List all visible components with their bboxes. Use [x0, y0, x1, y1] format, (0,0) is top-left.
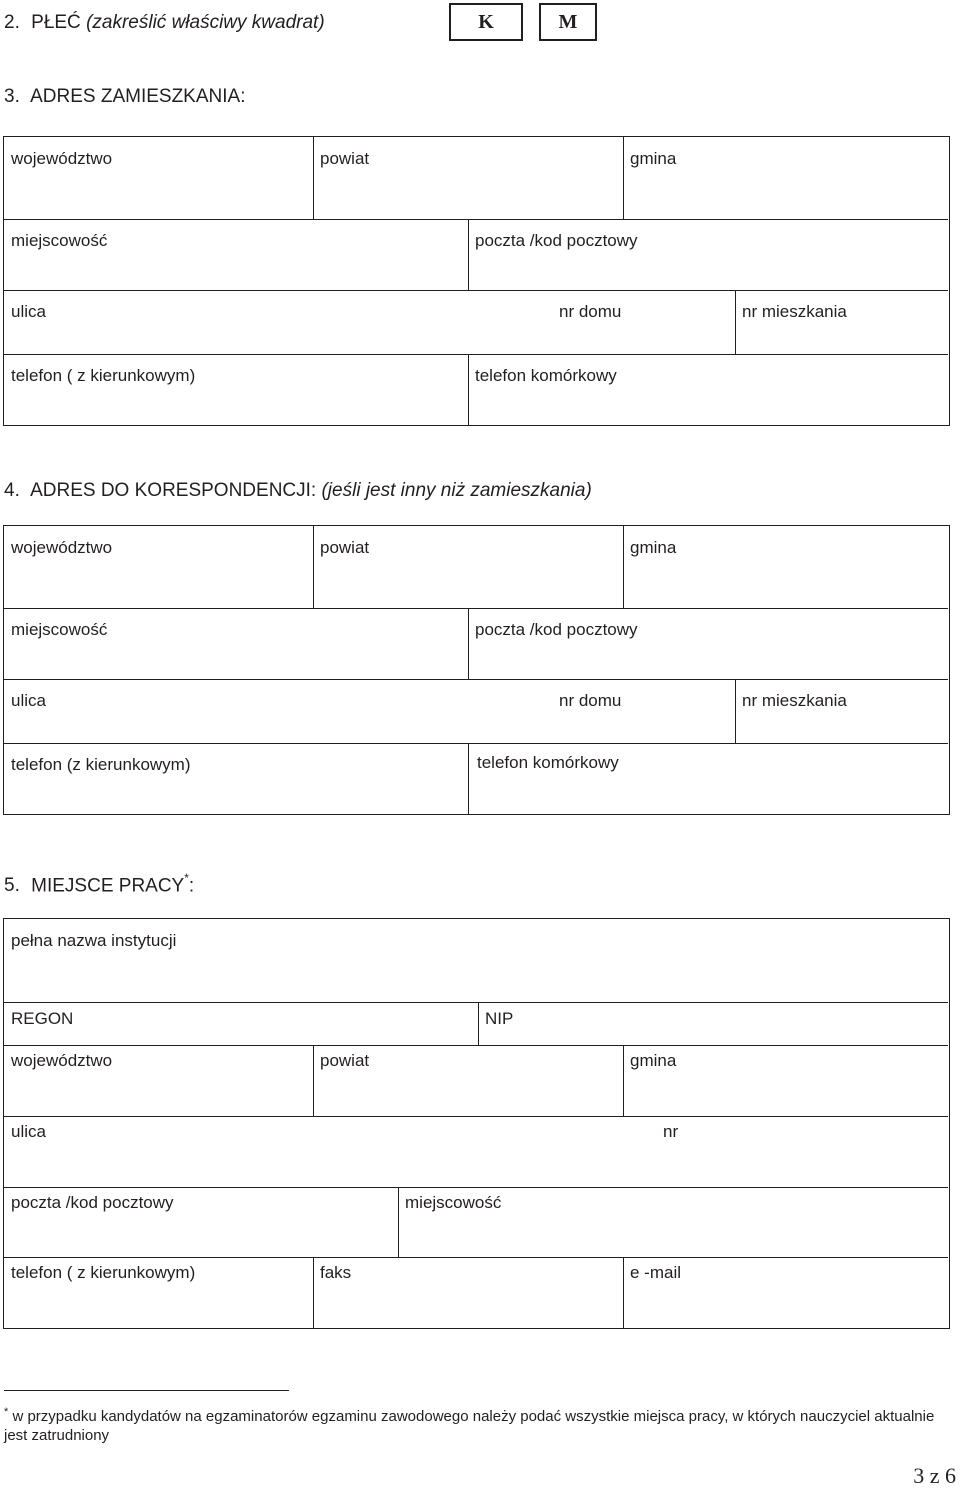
s5-email-label: e -mail [630, 1263, 682, 1282]
s5-powiat-field[interactable] [313, 1045, 623, 1116]
s3-telefon-field[interactable] [4, 354, 468, 426]
s3-gmina-label: gmina [630, 149, 677, 168]
s4-nr-mieszkania-label: nr mieszkania [742, 691, 847, 710]
s3-miejscowosc-label: miejscowość [11, 231, 108, 250]
s4-powiat-label: powiat [320, 538, 370, 557]
s4-wojewodztwo-label: województwo [11, 538, 113, 557]
s5-faks-field[interactable] [313, 1257, 623, 1328]
s5-telefon-field[interactable] [4, 1257, 313, 1328]
s3-ulica-field[interactable] [4, 290, 552, 354]
page-number: 3 z 6 [913, 1463, 956, 1488]
footnote-text: w przypadku kandydatów na egzaminatorów egzaminu zawodowego należy podać wszystkie miejsca pracy, w których nauczyciel aktualnie jest zatrudniony [4, 1408, 935, 1444]
section-3-number: 3. [4, 86, 20, 107]
s3-wojewodztwo-label: województwo [11, 149, 113, 168]
s5-miejscowosc-label: miejscowość [405, 1193, 502, 1212]
section-2-number: 2. [4, 12, 20, 33]
s4-komorkowy-field[interactable] [468, 743, 948, 815]
s3-nr-mieszkania-field[interactable] [735, 290, 948, 354]
s4-powiat-field[interactable] [313, 526, 623, 608]
s5-nr-field[interactable] [656, 1116, 948, 1187]
s4-nr-mieszkania-field[interactable] [735, 679, 948, 743]
footnote-marker: * [4, 1406, 9, 1418]
s3-powiat-field[interactable] [313, 137, 623, 219]
gender-checkbox-m[interactable] [539, 3, 597, 41]
s4-ulica-label: ulica [11, 691, 46, 710]
s3-telefon-label: telefon ( z kierunkowym) [11, 366, 196, 385]
s5-telefon-label: telefon ( z kierunkowym) [11, 1263, 196, 1282]
s3-komorkowy-label: telefon komórkowy [475, 366, 617, 385]
s5-poczta-label: poczta /kod pocztowy [11, 1193, 174, 1212]
s4-gmina-label: gmina [630, 538, 677, 557]
section-5-heading: MIEJSCE PRACY [31, 875, 185, 897]
s3-miejscowosc-field[interactable] [4, 219, 468, 290]
s5-ulica-label: ulica [11, 1122, 46, 1141]
s3-nr-mieszkania-label: nr mieszkania [742, 302, 847, 321]
section-5-title [4, 873, 194, 897]
s4-poczta-field[interactable] [468, 608, 948, 679]
s3-gmina-field[interactable] [623, 137, 948, 219]
s5-gmina-label: gmina [630, 1051, 677, 1070]
s5-nr-label: nr [663, 1122, 679, 1141]
s4-nr-domu-field[interactable] [552, 679, 735, 743]
s4-gmina-field[interactable] [623, 526, 948, 608]
s5-poczta-field[interactable] [4, 1187, 398, 1257]
s4-komorkowy-label: telefon komórkowy [477, 753, 619, 772]
s3-poczta-field[interactable] [468, 219, 948, 290]
section-5-colon: : [188, 875, 195, 897]
s5-email-field[interactable] [623, 1257, 948, 1328]
s4-telefon-field[interactable] [4, 743, 468, 815]
s3-poczta-label: poczta /kod pocztowy [475, 231, 638, 250]
s3-nr-domu-label: nr domu [559, 302, 622, 321]
s5-nazwa-label: pełna nazwa instytucji [11, 931, 177, 950]
s5-ulica-field[interactable] [4, 1116, 656, 1187]
s5-nip-label: NIP [485, 1009, 514, 1028]
s5-wojewodztwo-field[interactable] [4, 1045, 313, 1116]
s4-miejscowosc-label: miejscowość [11, 620, 108, 639]
s5-wojewodztwo-label: województwo [11, 1051, 113, 1070]
section-2-heading: PŁEĆ [31, 12, 81, 33]
s4-telefon-label: telefon (z kierunkowym) [11, 755, 191, 774]
s4-wojewodztwo-field[interactable] [4, 526, 313, 608]
s5-regon-field[interactable] [4, 1002, 478, 1045]
s5-gmina-field[interactable] [623, 1045, 948, 1116]
footnote-asterisk: * [184, 871, 189, 885]
s3-wojewodztwo-field[interactable] [4, 137, 313, 219]
section-4-number: 4. [4, 480, 20, 501]
s5-nip-field[interactable] [478, 1002, 948, 1045]
gender-option-k-label: K [478, 10, 494, 33]
s3-powiat-label: powiat [320, 149, 370, 168]
s4-miejscowosc-field[interactable] [4, 608, 468, 679]
section-3-heading: ADRES ZAMIESZKANIA: [30, 86, 246, 107]
s3-ulica-label: ulica [11, 302, 46, 321]
section-3-title [4, 86, 245, 108]
s5-faks-label: faks [320, 1263, 352, 1282]
gender-option-m-label: M [558, 10, 578, 33]
section-5-table [3, 918, 950, 1329]
s3-komorkowy-field[interactable] [468, 354, 948, 426]
s5-regon-label: REGON [11, 1009, 74, 1028]
section-4-heading: ADRES DO KORESPONDENCJI [30, 480, 311, 501]
section-4-hint: (jeśli jest inny niż zamieszkania) [321, 480, 592, 501]
section-3-table [3, 136, 950, 426]
footnote-rule [4, 1390, 289, 1391]
section-4-colon: : [310, 480, 317, 501]
s4-nr-domu-label: nr domu [559, 691, 622, 710]
s5-miejscowosc-field[interactable] [398, 1187, 948, 1257]
s4-ulica-field[interactable] [4, 679, 552, 743]
footnote [4, 1403, 944, 1445]
section-2-hint: (zakreślić właściwy kwadrat) [86, 12, 325, 33]
section-4-title [4, 480, 592, 502]
s4-poczta-label: poczta /kod pocztowy [475, 620, 638, 639]
s3-nr-domu-field[interactable] [552, 290, 735, 354]
section-4-table [3, 525, 950, 815]
gender-checkbox-k[interactable] [449, 3, 523, 41]
s5-nazwa-field[interactable] [4, 919, 948, 1002]
section-2-title [4, 12, 325, 34]
s5-powiat-label: powiat [320, 1051, 370, 1070]
section-5-number: 5. [4, 875, 20, 897]
